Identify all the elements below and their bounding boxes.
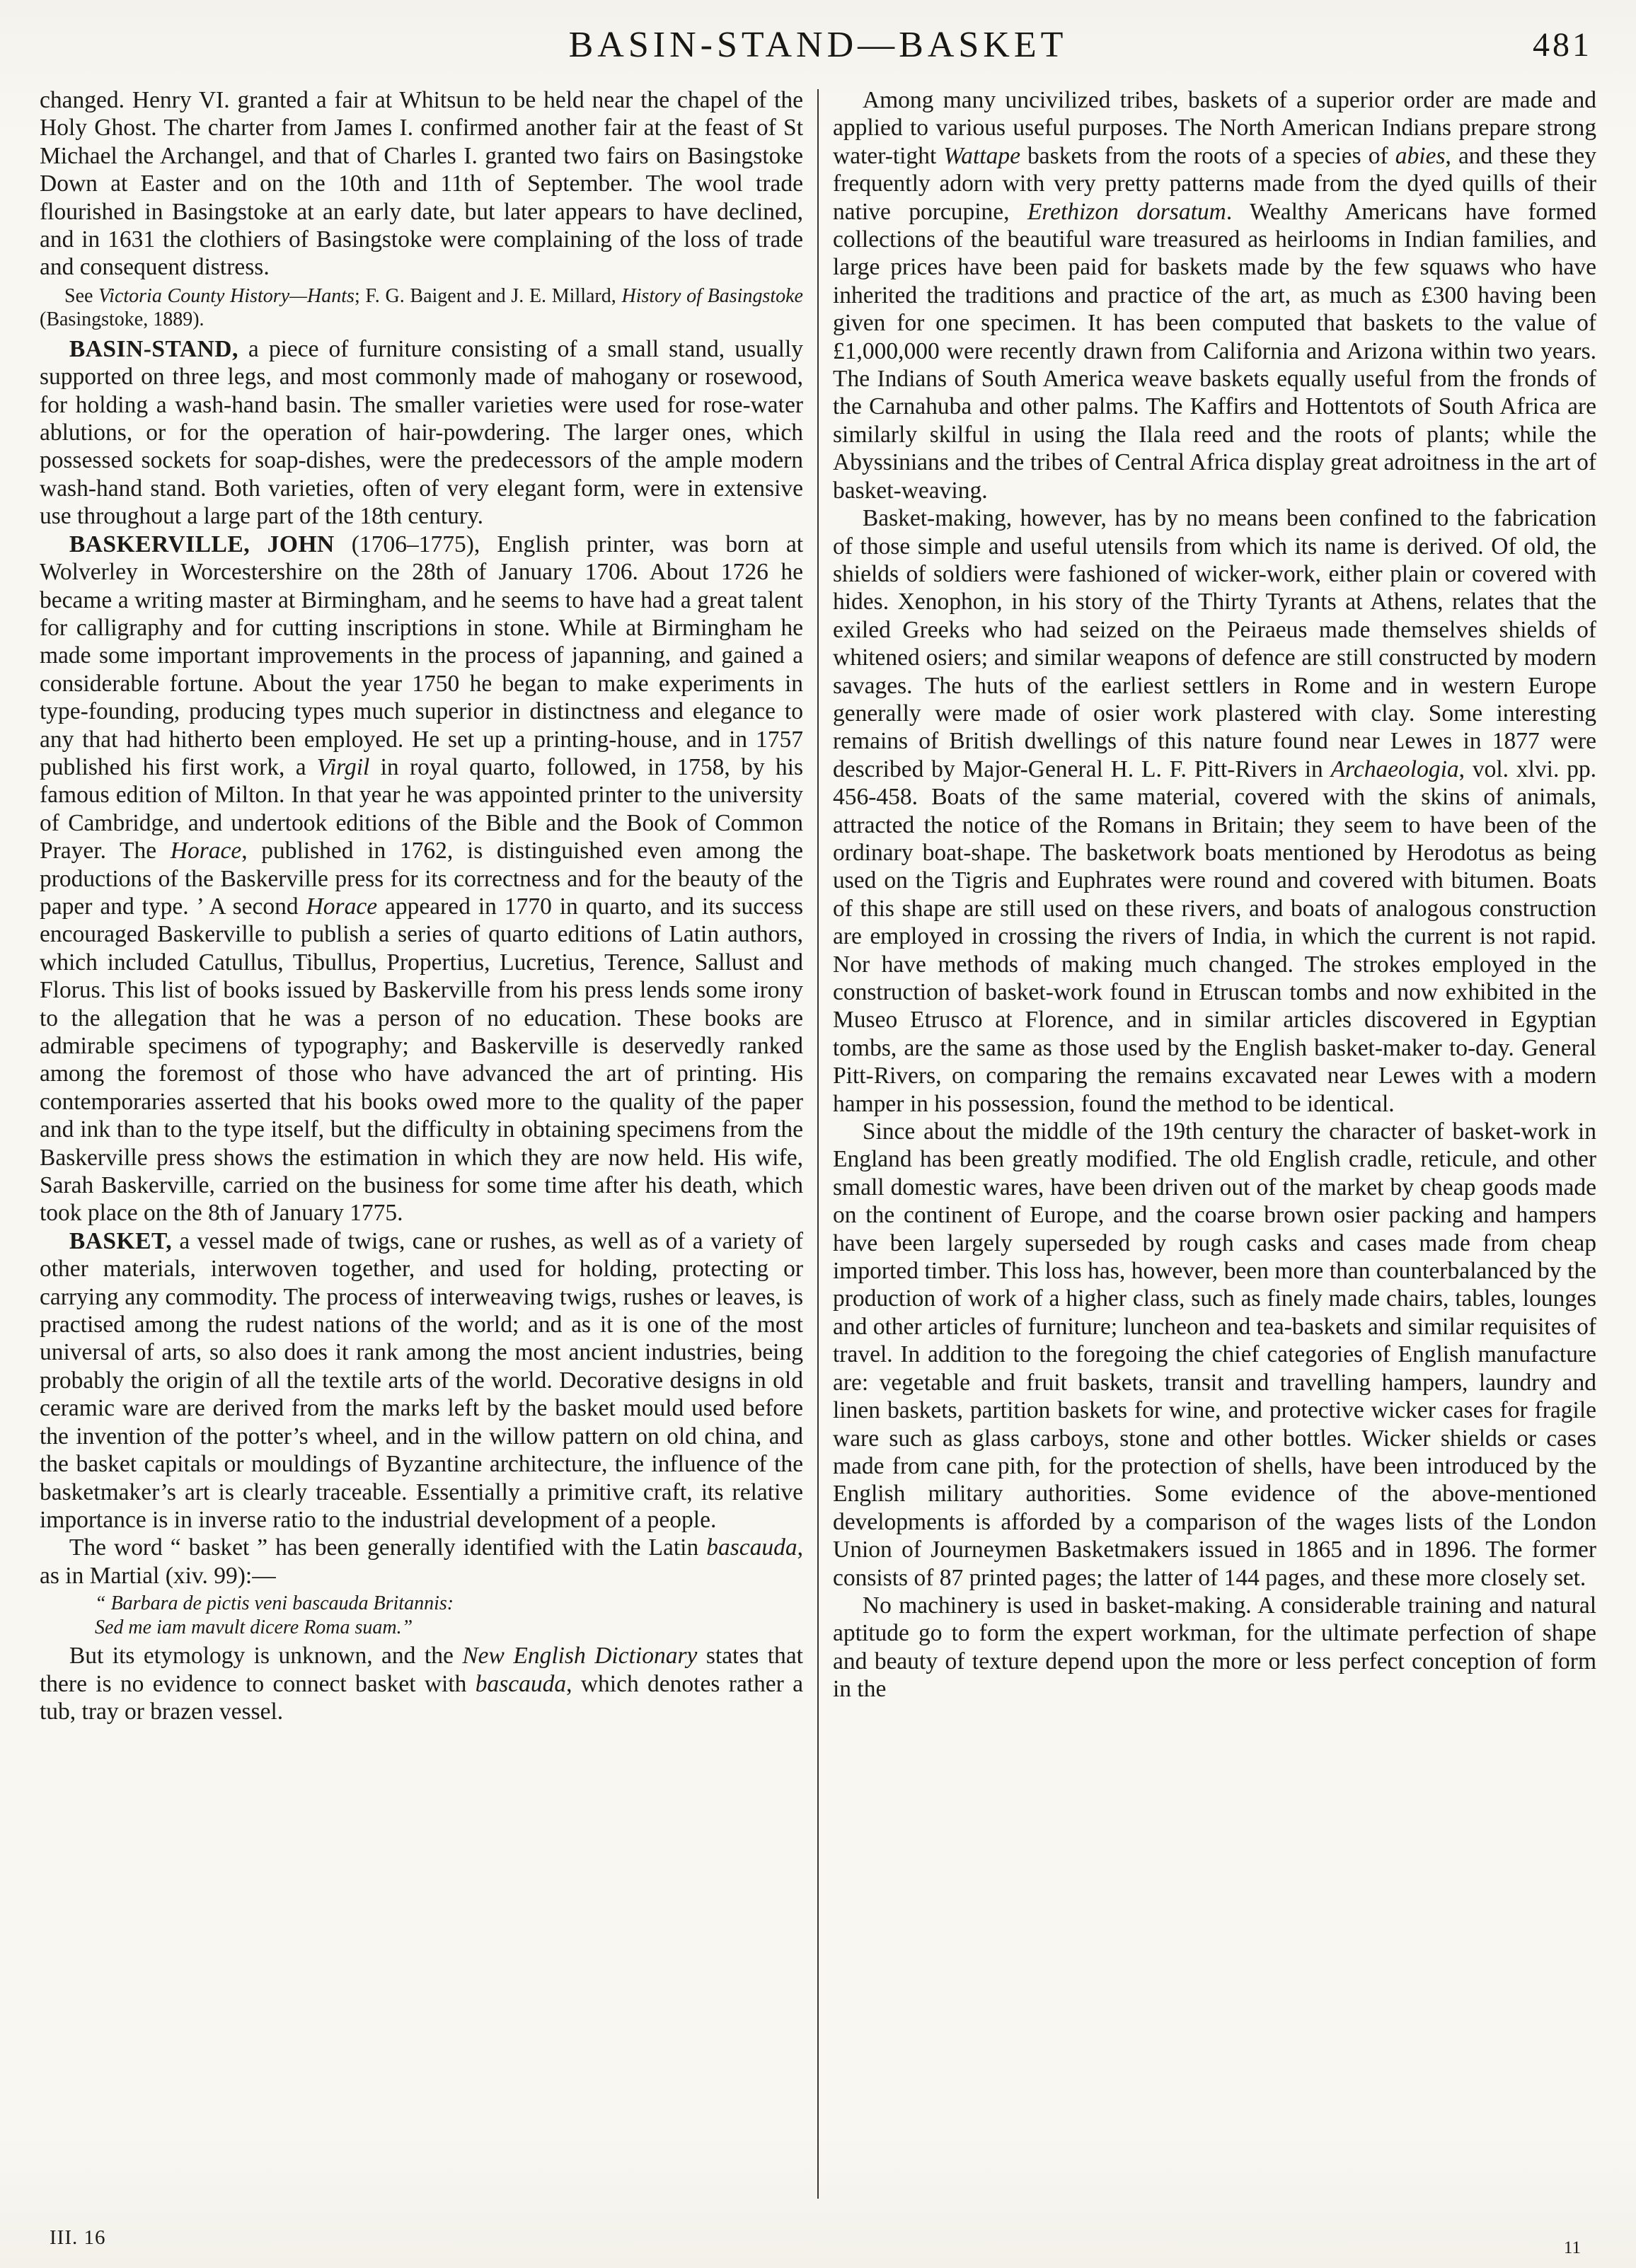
text-run: Basket-making, however, has by no means been confined to the fabrication of those simple and useful utensils from which its name is derived. Of old, the shields of soldiers were fashioned of wicker-work, either plain or covered with hides. Xenophon, in his story of the Thirty Tyrants at Athens, relates that the exiled Greeks who had seized on the Peiraeus made themselves shields of whitened osiers; and similar weapons of defence are still constructed by modern savages. The huts of the earliest settlers in Rome and in western Europe generally were made of osier work plastered with clay. Some interesting remains of British dwellings of this nature found near Lewes in 1877 were described by Major-General H. L. F. Pitt-Rivers in [833, 505, 1596, 782]
text-run: , vol. xlvi. pp. 456-458. Boats of the same material, covered with the skins of animals, attracted the notice of the Romans in Britain; they seem to have been of the ordinary boat-shape. The basketwork boats mentioned by Herodotus as being used on the Tigris and Euphrates were round and covered with bitumen. Boats of this shape are still used on these rivers, and boats of analogous construction are employed in crossing the rivers of India, in which the current is not rapid. Nor have methods of making much changed. The strokes employed in the construction of basket-work found in Etruscan tombs and now exhibited in the Museo Etrusco at Florence, and in similar articles discovered in Egyptian tombs, are the same as those used by the English basket-maker to-day. General Pitt-Rivers, on comparing the remains excavated near Lewes with a modern hamper in his possession, found the method to be identical. [833, 756, 1596, 1117]
text-run: , and these they frequently adorn with very pretty patterns made from the dyed quills of their native porcupine, [833, 142, 1596, 225]
italic-text: Horace [170, 838, 242, 864]
italic-text: Victoria County History—Hants [98, 284, 355, 307]
right-column-paragraph-4 [833, 1592, 1596, 1703]
italic-text: bascauda [706, 1534, 797, 1561]
text-run: appeared in 1770 in quarto, and its success encouraged Baskerville to publish a series of quarto editions of Latin authors, which included Catullus, Tibullus, Propertius, Lucretius, Terence, Sallust and Florus. This list of books issued by Baskerville from his press lends some irony to the allegation that he was a person of no education. These books are admirable specimens of typography; and Baskerville is deservedly ranked among the foremost of those who have advanced the art of printing. His contemporaries asserted that his books owed more to the quality of the paper and ink than to the type itself, but the difficulty in obtaining specimens from the Baskerville press shows the estimation in which they are now held. His wife, Sarah Baskerville, carried on the business for some time after his death, which took place on the 8th of January 1775. [40, 893, 803, 1227]
right-column-paragraph-1 [833, 86, 1596, 504]
volume-signature: III. 16 [50, 2226, 106, 2249]
text-run: in royal quarto, followed, in 1758, by his famous edition of Milton. In that year he was appointed printer to the university of Cambridge, and undertook editions of the Bible and the Book of Common Prayer. The [40, 753, 803, 864]
right-column-paragraph-3 [833, 1118, 1596, 1592]
italic-text: Wattape [943, 142, 1020, 169]
left-column-paragraph-7 [40, 1592, 803, 1639]
italic-text: New English Dictionary [462, 1643, 698, 1670]
left-column-paragraph-4 [40, 531, 803, 1227]
right-column-paragraph-2 [833, 504, 1596, 1118]
text-run: Among many uncivilized tribes, baskets of a superior order are made and applied to various useful purposes. The North American Indians prepare strong water-tight [833, 87, 1596, 169]
italic-text: History of Basingstoke [621, 284, 803, 307]
italic-text: Archaeologia [1330, 756, 1459, 782]
text-run: baskets from the roots of a species of [1020, 142, 1395, 169]
text-run: , which denotes rather a tub, tray or brazen vessel. [40, 1670, 803, 1725]
text-run: . Wealthy Americans have formed collections of the beautiful ware treasured as heirlooms in Indian families, and large prices have been paid for baskets made by the few squaws who have inherited the traditions and practice of the art, as much as £300 having been given for one specimen. It has been computed that baskets to the value of £1,000,000 were recently drawn from California and Arizona within two years. The Indians of South America weave baskets equally useful from the fronds of the Carnahuba and other palms. The Kaffirs and Hottentots of South Africa are similarly skilful in using the Ilala reed and the roots of plants; while the Abyssinians and the tribes of Central Africa display great adroitness in the art of basket-weaving. [833, 198, 1596, 504]
page-header [40, 24, 1596, 79]
text-run: See [64, 284, 99, 307]
text-run: a piece of furniture consisting of a small stand, usually supported on three legs, and most commonly made of mahogany or rosewood, for holding a wash-hand basin. The smaller varieties were used for rose-water ablutions, or for the operation of hair-powdering. The larger ones, which possessed sockets for soap-dishes, were the predecessors of the ample modern wash-hand stand. Both varieties, often of very elegant form, were in extensive use throughout a large part of the 18th century. [40, 335, 803, 530]
text-run: (1706–1775), English printer, was born at Wolverley in Worcestershire on the 28th of January 1706. About 1726 he became a writing master at Birmingham, and he seems to have had a great talent for calligraphy and for cutting inscriptions in stone. While at Birmingham he made some important improvements in the process of japanning, and gained a considerable fortune. About the year 1750 he began to make experiments in type-founding, producing types much superior in distinctness and elegance to any that had hitherto been employed. He set up a printing-house, and in 1757 published his first work, a [40, 531, 803, 780]
text-columns [40, 86, 1596, 2206]
italic-text: Virgil [316, 753, 370, 780]
left-column-paragraph-6 [40, 1534, 803, 1590]
left-column-paragraph-3 [40, 335, 803, 531]
printers-signature: 11 [1563, 2238, 1581, 2257]
text-run: ; F. G. Baigent and J. E. Millard, [354, 284, 622, 307]
right-column [833, 86, 1596, 2206]
italic-text: Horace [306, 893, 378, 920]
page-number: 481 [1533, 26, 1592, 64]
text-run: , published in 1762, is distinguished even among the productions of the Baskerville press for its correctness and for the beauty of the paper and type. ’ A second [40, 838, 803, 920]
italic-text: Sed me iam mavult dicere Roma suam.” [95, 1616, 413, 1638]
text-run: a vessel made of twigs, cane or rushes, as well as of a variety of other materials, interwoven together, and used for holding, protecting or carrying any commodity. The process of interweaving twigs, rushes or leaves, is practised among the rudest nations of the world; and as it is one of the most universal of arts, so also does it rank among the most ancient industries, being probably the origin of all the textile arts of the world. Decorative designs in old ceramic ware are derived from the marks left by the basket mould used before the invention of the potter’s wheel, and in the willow pattern on old china, and the basket capitals or mouldings of Byzantine architecture, the influence of the basketmaker’s art is clearly traceable. Essentially a primitive craft, its relative importance is in inverse ratio to the industrial development of a people. [40, 1227, 803, 1533]
text-run: The word “ basket ” has been generally identified with the Latin [69, 1534, 707, 1561]
text-run: changed. Henry VI. granted a fair at Whitsun to be held near the chapel of the Holy Ghost. The charter from James I. confirmed another fair at the feast of St Michael the Archangel, and that of Charles I. granted two fairs on Basingstoke Down at Easter and on the 10th and 11th of September. The wool trade flourished in Basingstoke at an early date, but later appears to have declined, and in 1631 the clothiers of Basingstoke were complaining of the loss of trade and consequent distress. [40, 87, 803, 281]
text-run: But its etymology is unknown, and the [69, 1643, 463, 1670]
text-run: states that there is no evidence to connect basket with [40, 1643, 803, 1697]
entry-headword: BASKET, [69, 1227, 173, 1254]
italic-text: bascauda [475, 1670, 567, 1697]
column-divider [817, 89, 819, 2199]
running-title: BASIN-STAND—BASKET [568, 25, 1068, 65]
text-run: , as in Martial (xiv. 99):— [40, 1534, 803, 1589]
entry-headword: BASKERVILLE, JOHN [69, 531, 335, 557]
text-run: (Basingstoke, 1889). [40, 308, 204, 331]
left-column-paragraph-8 [40, 1642, 803, 1725]
left-column-paragraph-2 [40, 284, 803, 332]
left-column [40, 86, 803, 2206]
italic-text: abies [1395, 142, 1446, 169]
italic-text: “ Barbara de pictis veni bascauda Britannis: [95, 1592, 454, 1615]
text-run: No machinery is used in basket-making. A considerable training and natural aptitude go to form the expert workman, for the ultimate perfection of shape and beauty of texture depend upon the more or less perfect conception of form in the [833, 1592, 1596, 1703]
left-column-paragraph-1 [40, 86, 803, 282]
italic-text: Erethizon dorsatum [1027, 198, 1226, 225]
text-run: Since about the middle of the 19th century the character of basket-work in England has been greatly modified. The old English cradle, reticule, and other small domestic wares, have been driven out of the market by cheap goods made on the continent of Europe, and the coarse brown osier packing and hampers have been largely superseded by rough casks and cases made from cheap imported timber. This loss has, however, been more than counterbalanced by the production of work of a higher class, such as finely made chairs, tables, lounges and other articles of furniture; luncheon and tea-baskets and similar requisites of travel. In addition to the foregoing the chief categories of English manufacture are: vegetable and fruit baskets, transit and travelling hampers, laundry and linen baskets, partition baskets for wine, and protective wicker cases for fragile ware such as glass carboys, stone and other bottles. Wicker shields or cases made from cane pith, for the protection of shells, have been introduced by the English military authorities. Some evidence of the above-mentioned developments is afforded by a comparison of the wages lists of the London Union of Journeymen Basketmakers issued in 1865 and in 1896. The former consists of 87 printed pages; the latter of 144 pages, and these more closely set. [833, 1118, 1596, 1591]
left-column-paragraph-5 [40, 1227, 803, 1534]
entry-headword: BASIN-STAND, [69, 335, 238, 362]
